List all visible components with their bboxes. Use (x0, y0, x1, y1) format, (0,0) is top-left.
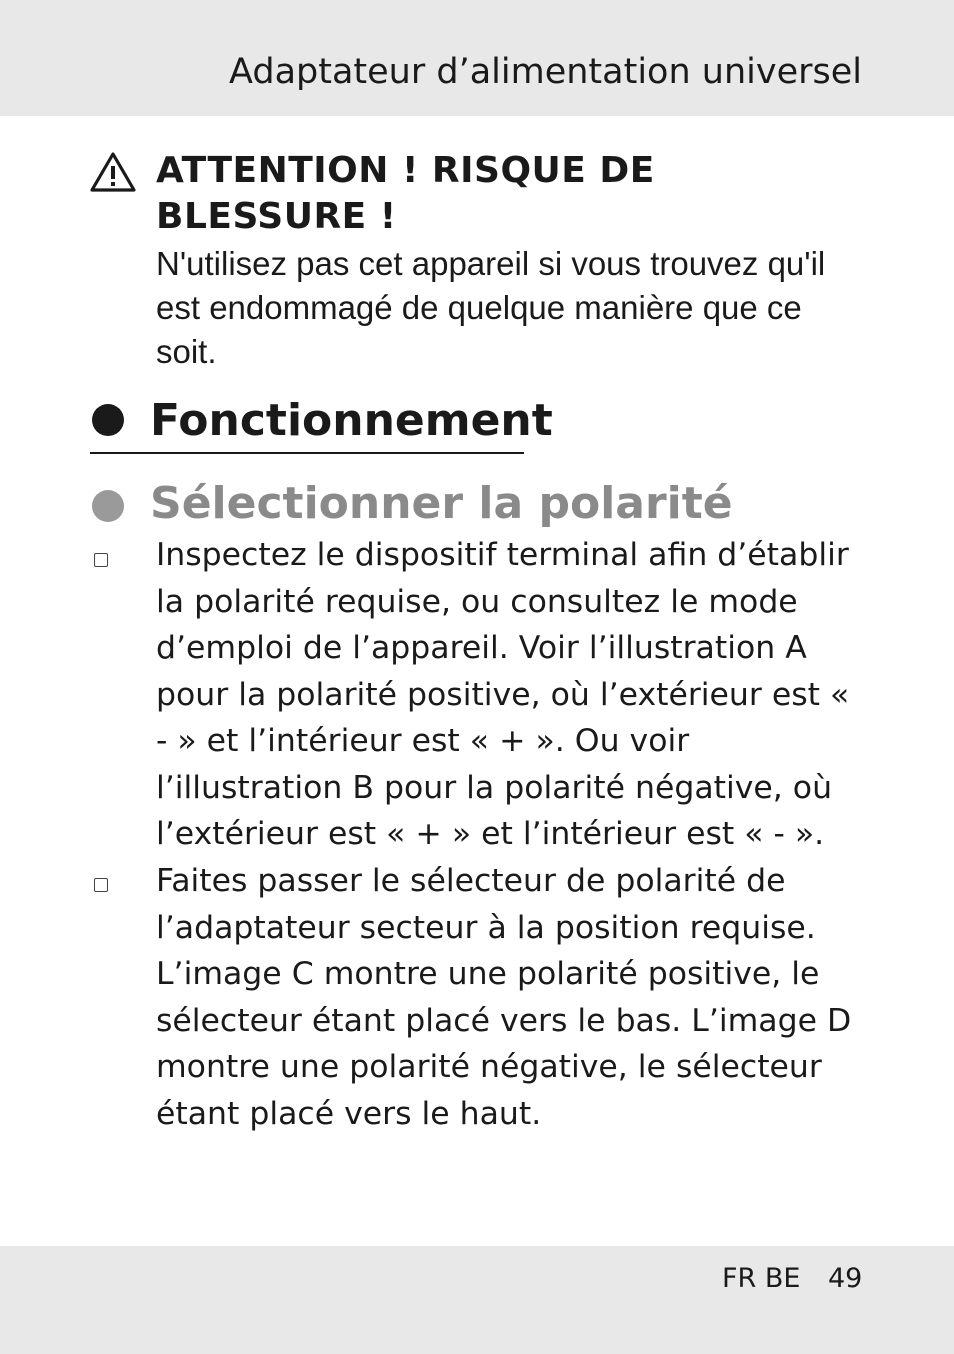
page-number: 49 (828, 1263, 863, 1294)
checkbox-bullet-icon (94, 553, 108, 567)
warning-heading: ATTENTION ! RISQUE DE BLESSURE ! (156, 150, 655, 237)
warning-triangle-icon (90, 152, 136, 192)
warning-text: N'utilisez pas cet appareil si vous trouvez qu'il est endommagé de quelque manière que ce soit. (156, 245, 826, 370)
page-footer (0, 1246, 954, 1354)
section-bullet-operation (92, 404, 124, 436)
instruction-item: Inspectez le dispositif terminal afin d’établir la polarité requise, ou consultez le mode d’emploi de l’appareil. Voir l’illustration A pour la polarité positive, où l’extérieur est « - » et l’intérieur est « + ». Ou voir l’illustration B pour la polarité négative, où l’extérieur est « + » et l’intérieur est « - ». (156, 537, 850, 852)
section-bullet-polarity (92, 490, 124, 522)
section-title-polarity: Sélectionner la polarité (150, 478, 733, 529)
section-title-operation: Fonctionnement (150, 395, 553, 446)
document-title: Adaptateur d’alimentation universel (229, 52, 862, 92)
section-underline (90, 452, 524, 454)
checkbox-bullet-icon (94, 878, 108, 892)
instruction-item: Faites passer le sélecteur de polarité de l’adaptateur secteur à la position requise. L’image C montre une polarité positive, le sélecteur étant placé vers le bas. L’image D montre une polarité négative, le sélecteur étant placé vers le haut. (156, 863, 852, 1132)
language-code: FR BE (722, 1263, 801, 1294)
